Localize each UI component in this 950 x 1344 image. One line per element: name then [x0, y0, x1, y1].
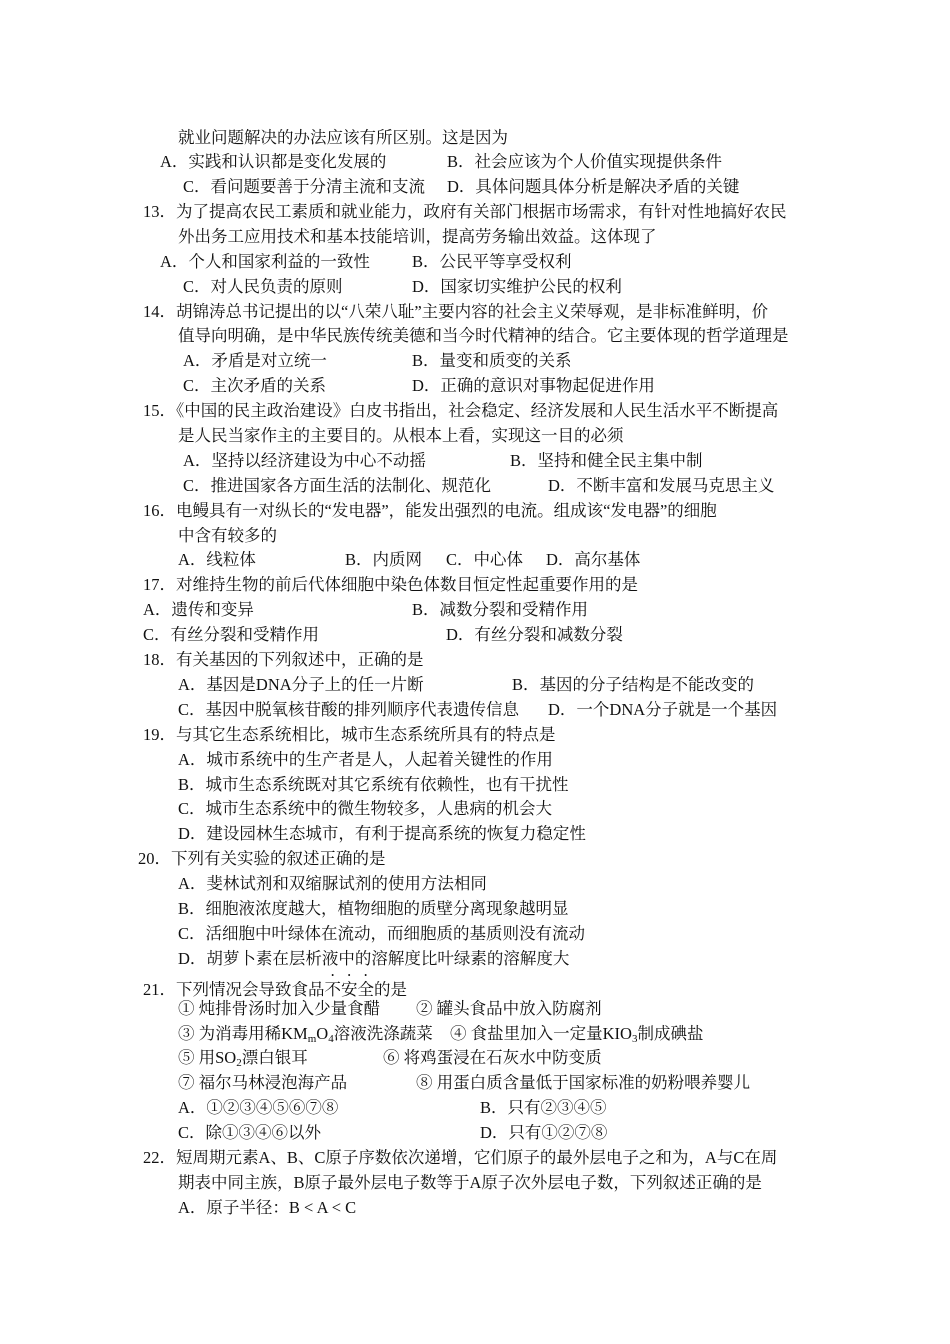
- q13-option-c: C．对人民负责的原则: [183, 277, 343, 296]
- q14-option-a: A．矛盾是对立统一: [183, 351, 327, 370]
- q12-option-a: A．实践和认识都是变化发展的: [160, 152, 387, 171]
- q21-item-4-text-2: 制成碘盐: [637, 1024, 704, 1043]
- q15-stem-line-1: 15．《中国的民主政治建设》白皮书指出，社会稳定、经济发展和人民生活水平不断提高: [143, 401, 779, 420]
- q18-option-a: A．基因是DNA分子上的任一片断: [178, 675, 424, 694]
- q21-item-5-sub-1: 2: [236, 1057, 242, 1069]
- q14-stem-line-2: 值导向明确，是中华民族传统美德和当今时代精神的结合。它主要体现的哲学道理是: [178, 326, 789, 345]
- q18-option-c: C．基因中脱氧核苷酸的排列顺序代表遗传信息: [178, 700, 520, 719]
- q16-option-d: D．高尔基体: [546, 550, 641, 569]
- q16-stem-line-2: 中含有较多的: [178, 526, 277, 545]
- q21-item-5-text-2: 漂白银耳: [241, 1048, 308, 1067]
- q21-item-3-text-2: O: [316, 1024, 329, 1043]
- q21-item-7: ⑦ 福尔马林浸泡海产品: [178, 1073, 348, 1092]
- q21-item-3-sub-2: 4: [328, 1033, 334, 1045]
- q21-option-d: D．只有①②⑦⑧: [480, 1123, 608, 1142]
- q17-option-a: A．遗传和变异: [143, 600, 254, 619]
- q21-item-2: ② 罐头食品中放入防腐剂: [416, 999, 602, 1018]
- q15-option-b: B．坚持和健全民主集中制: [510, 451, 703, 470]
- q14-option-b: B．量变和质变的关系: [412, 351, 572, 370]
- q21-option-c: C．除①③④⑥以外: [178, 1123, 322, 1142]
- q21-item-4: [450, 1021, 703, 1046]
- q21-option-a: A．①②③④⑤⑥⑦⑧: [178, 1098, 339, 1117]
- q21-item-3-text-1: ③ 为消毒用稀KM: [178, 1024, 308, 1043]
- q18-option-d: D．一个DNA分子就是一个基因: [548, 700, 778, 719]
- q20-option-b: B．细胞液浓度越大，植物细胞的质壁分离现象越明显: [178, 899, 569, 918]
- q18-option-b: B．基因的分子结构是不能改变的: [512, 675, 755, 694]
- q12-stem-continuation: 就业问题解决的办法应该有所区别。这是因为: [178, 128, 508, 147]
- q20-option-a: A．斐林试剂和双缩脲试剂的使用方法相同: [178, 874, 487, 893]
- q12-option-b: B．社会应该为个人价值实现提供条件: [447, 152, 723, 171]
- q21-stem: [143, 971, 407, 999]
- q16-option-c: C．中心体: [446, 550, 524, 569]
- q12-option-c: C．看问题要善于分清主流和支流: [183, 177, 426, 196]
- q14-option-c: C．主次矛盾的关系: [183, 376, 327, 395]
- q17-option-c: C．有丝分裂和受精作用: [143, 625, 320, 644]
- q19-option-b: B．城市生态系统既对其它系统有依赖性，也有干扰性: [178, 775, 569, 794]
- q21-item-6: ⑥ 将鸡蛋浸在石灰水中防变质: [383, 1048, 602, 1067]
- q21-item-4-text-1: ④ 食盐里加入一定量KIO: [450, 1024, 632, 1043]
- q14-option-d: D．正确的意识对事物起促进作用: [412, 376, 655, 395]
- q13-option-a: A．个人和国家利益的一致性: [160, 252, 370, 271]
- q22-stem-line-2: 期表中同主族，B原子最外层电子数等于A原子次外层电子数，下列叙述正确的是: [178, 1173, 762, 1192]
- q16-stem-line-1: 16．电鳗具有一对纵长的“发电器”，能发出强烈的电流。组成该“发电器”的细胞: [143, 501, 717, 520]
- q21-stem-pre: 21．下列情况会导致食品: [143, 980, 325, 999]
- q16-option-a: A．线粒体: [178, 550, 256, 569]
- q19-option-a: A．城市系统中的生产者是人，人起着关键性的作用: [178, 750, 553, 769]
- q19-option-c: C．城市生态系统中的微生物较多，人患病的机会大: [178, 799, 553, 818]
- q21-item-8: ⑧ 用蛋白质含量低于国家标准的奶粉喂养婴儿: [416, 1073, 751, 1092]
- q22-stem-line-1: 22．短周期元素A、B、C原子序数依次递增，它们原子的最外层电子之和为，A与C在周: [143, 1148, 778, 1167]
- q15-stem-line-2: 是人民当家作主的主要目的。从根本上看，实现这一目的必须: [178, 426, 624, 445]
- q17-option-b: B．减数分裂和受精作用: [412, 600, 589, 619]
- q20-option-c: C．活细胞中叶绿体在流动，而细胞质的基质则没有流动: [178, 924, 586, 943]
- q13-stem-line-2: 外出务工应用技术和基本技能培训，提高劳务输出效益。这体现了: [178, 227, 657, 246]
- q16-option-b: B．内质网: [345, 550, 423, 569]
- q15-option-d: D．不断丰富和发展马克思主义: [548, 476, 775, 495]
- q20-stem: 20．下列有关实验的叙述正确的是: [138, 849, 386, 868]
- q15-option-a: A．坚持以经济建设为中心不动摇: [183, 451, 426, 470]
- q20-option-d: D．胡萝卜素在层析液中的溶解度比叶绿素的溶解度大: [178, 949, 570, 968]
- q21-option-b: B．只有②③④⑤: [480, 1098, 607, 1117]
- q15-option-c: C．推进国家各方面生活的法制化、规范化: [183, 476, 492, 495]
- q18-stem: 18．有关基因的下列叙述中，正确的是: [143, 650, 424, 669]
- q13-option-d: D．国家切实维护公民的权利: [412, 277, 622, 296]
- q13-option-b: B．公民平等享受权利: [412, 252, 572, 271]
- q21-stem-post: 的是: [374, 980, 407, 999]
- q21-item-3: [178, 1021, 433, 1046]
- q19-option-d: D．建设园林生态城市，有利于提高系统的恢复力稳定性: [178, 824, 586, 843]
- q21-item-5: [178, 1045, 308, 1070]
- q21-stem-emphasis: 不安全: [324, 980, 374, 999]
- q17-stem: 17．对维持生物的前后代体细胞中染色体数目恒定性起重要作用的是: [143, 575, 638, 594]
- q14-stem-line-1: 14．胡锦涛总书记提出的以“八荣八耻”主要内容的社会主义荣辱观，是非标准鲜明，价: [143, 302, 769, 321]
- q21-item-5-text-1: ⑤ 用SO: [178, 1048, 237, 1067]
- q19-stem: 19．与其它生态系统相比，城市生态系统所具有的特点是: [143, 725, 556, 744]
- q13-stem-line-1: 13．为了提高农民工素质和就业能力，政府有关部门根据市场需求，有针对性地搞好农民: [143, 202, 787, 221]
- q17-option-d: D．有丝分裂和减数分裂: [446, 625, 623, 644]
- q21-item-3-sub-1: m: [307, 1033, 317, 1045]
- q22-option-a: A．原子半径：B < A < C: [178, 1198, 357, 1217]
- q12-option-d: D．具体问题具体分析是解决矛盾的关键: [447, 177, 740, 196]
- q21-item-1: ① 炖排骨汤时加入少量食醋: [178, 999, 381, 1018]
- q21-item-4-sub-1: 3: [631, 1033, 638, 1045]
- q21-item-3-text-3: 溶液洗涤蔬菜: [333, 1024, 433, 1043]
